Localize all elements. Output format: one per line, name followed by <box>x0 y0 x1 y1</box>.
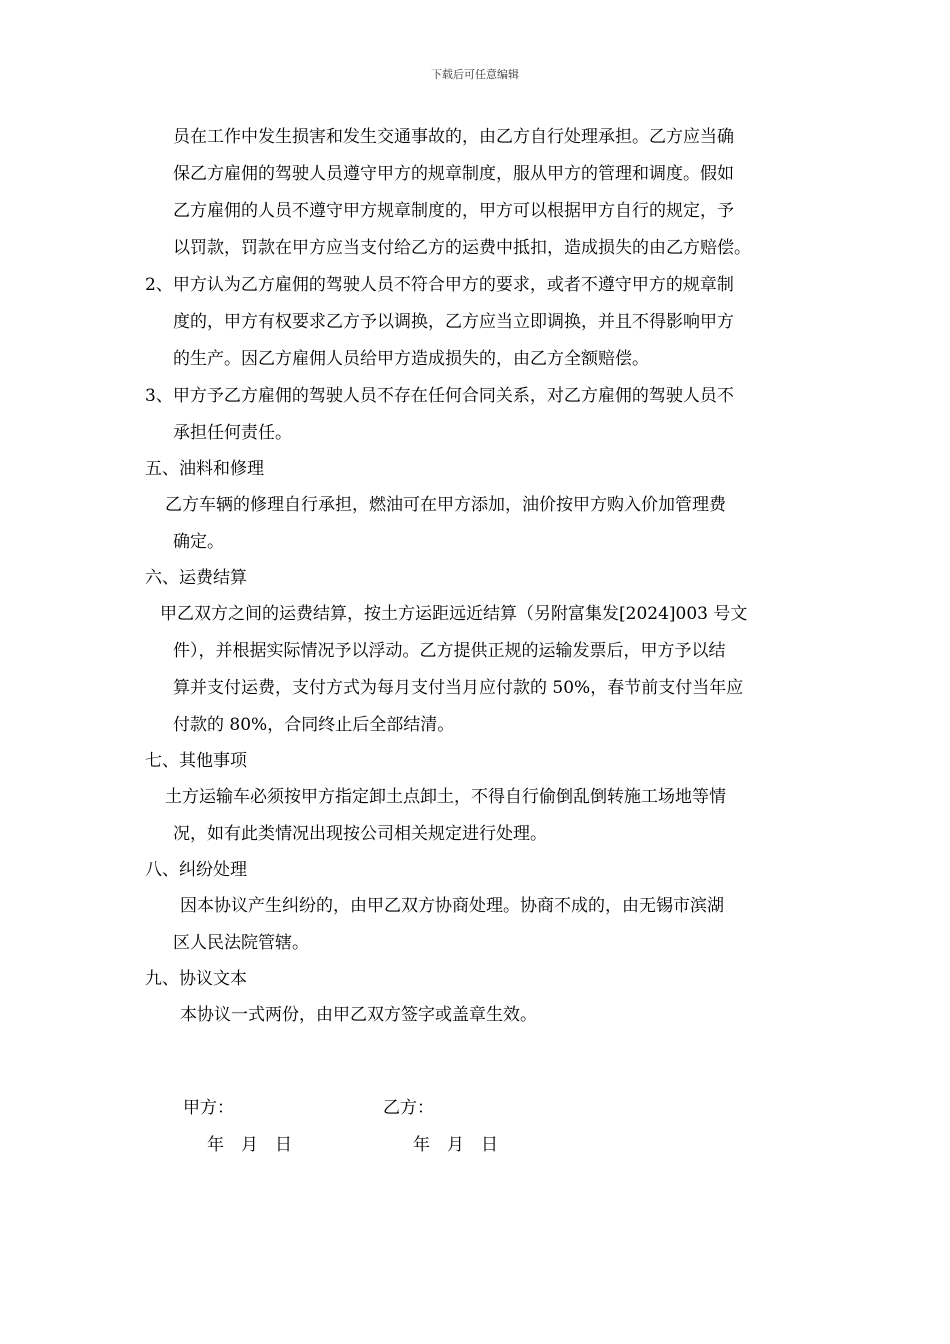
document-body <box>145 119 813 1164</box>
text-line: 2、甲方认为乙方雇佣的驾驶人员不符合甲方的要求，或者不遵守甲方的规章制 <box>145 275 734 295</box>
clause-3 <box>145 378 813 452</box>
text-line: 区人民法院管辖。 <box>173 933 309 953</box>
party-a-signature-label: 甲方： <box>183 1098 234 1118</box>
section-7-body <box>145 779 813 853</box>
section-8-body <box>145 888 813 962</box>
text-line: 保乙方雇佣的驾驶人员遵守甲方的规章制度，服从甲方的管理和调度。假如 <box>173 164 734 184</box>
section-5-body <box>145 487 813 561</box>
page-header: 下载后可任意编辑 <box>431 68 519 81</box>
paragraph-continuation <box>145 119 813 267</box>
text-line: 因本协议产生纠纷的，由甲乙双方协商处理。协商不成的，由无锡市滨湖 <box>180 896 724 916</box>
section-9-body <box>145 997 813 1034</box>
party-a-date: 年 月 日 <box>207 1135 292 1155</box>
text-line: 承担任何责任。 <box>173 423 292 443</box>
text-line: 算并支付运费，支付方式为每月支付当月应付款的 50%，春节前支付当年应 <box>173 678 744 698</box>
party-b-date: 年 月 日 <box>413 1135 498 1155</box>
date-row <box>145 1127 813 1164</box>
text-line: 本协议一式两份，由甲乙双方签字或盖章生效。 <box>180 1005 537 1025</box>
text-line: 乙方雇佣的人员不遵守甲方规章制度的，甲方可以根据甲方自行的规定，予 <box>173 201 734 221</box>
text-line: 况，如有此类情况出现按公司相关规定进行处理。 <box>173 824 547 844</box>
section-title-6: 六、运费结算 <box>145 568 247 588</box>
section-title-5: 五、油料和修理 <box>145 459 264 479</box>
text-line: 甲乙双方之间的运费结算，按土方运距远近结算（另附富集发[2024]003 号文 <box>160 604 748 624</box>
signature-row <box>145 1090 813 1127</box>
text-line: 确定。 <box>173 532 224 552</box>
section-title-7: 七、其他事项 <box>145 751 247 771</box>
party-b-signature-label: 乙方： <box>383 1098 434 1118</box>
text-line: 乙方车辆的修理自行承担，燃油可在甲方添加，油价按甲方购入价加管理费 <box>165 495 726 515</box>
text-line: 3、甲方予乙方雇佣的驾驶人员不存在任何合同关系，对乙方雇佣的驾驶人员不 <box>145 386 734 406</box>
text-line: 员在工作中发生损害和发生交通事故的，由乙方自行处理承担。乙方应当确 <box>173 127 734 147</box>
text-line: 的生产。因乙方雇佣人员给甲方造成损失的，由乙方全额赔偿。 <box>173 349 649 369</box>
text-line: 件），并根据实际情况予以浮动。乙方提供正规的运输发票后，甲方予以结 <box>173 641 726 661</box>
text-line: 以罚款，罚款在甲方应当支付给乙方的运费中抵扣，造成损失的由乙方赔偿。 <box>173 238 751 258</box>
section-title-8: 八、纠纷处理 <box>145 860 247 880</box>
clause-2 <box>145 267 813 378</box>
text-line: 付款的 80%，合同终止后全部结清。 <box>173 715 455 735</box>
text-line: 度的，甲方有权要求乙方予以调换，乙方应当立即调换，并且不得影响甲方 <box>173 312 734 332</box>
text-line: 土方运输车必须按甲方指定卸土点卸土，不得自行偷倒乱倒转施工场地等情 <box>165 787 726 807</box>
section-title-9: 九、协议文本 <box>145 969 247 989</box>
section-6-body <box>145 596 813 744</box>
